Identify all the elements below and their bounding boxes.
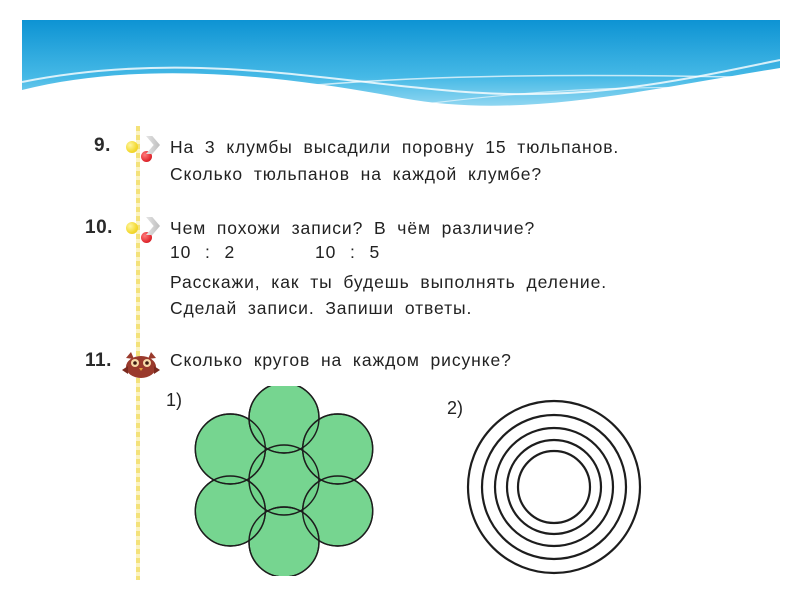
task-number: 11. <box>85 350 112 371</box>
division-expression: 10 : 5 <box>315 242 381 262</box>
concentric-circle <box>518 451 590 523</box>
task-text: Сколько кругов на каждом рисунке? <box>170 350 512 370</box>
concentric-circle <box>507 440 601 534</box>
figure-label: 1) <box>166 390 183 410</box>
yellow-dot-icon <box>126 141 138 153</box>
owl-icon <box>120 350 162 380</box>
task-text: Сделай записи. Запиши ответы. <box>170 298 473 318</box>
yellow-dot-icon <box>126 222 138 234</box>
concentric-circle <box>482 415 626 559</box>
figure-label: 2) <box>447 398 464 418</box>
circles-figure-1 <box>186 386 386 576</box>
task-text: Сколько тюльпанов на каждой клумбе? <box>170 164 543 184</box>
task-text: На 3 клумбы высадили поровну 15 тюльпанов. <box>170 137 620 157</box>
task-number: 9. <box>94 135 111 156</box>
task-text: Чем похожи записи? В чём различие? <box>170 218 536 238</box>
circles-figure-2 <box>459 392 649 582</box>
concentric-circle <box>468 401 640 573</box>
task-number: 10. <box>85 217 113 238</box>
header-banner <box>22 20 780 124</box>
task-text: Расскажи, как ты будешь выполнять деление. <box>170 272 608 292</box>
division-expression: 10 : 2 <box>170 242 236 262</box>
concentric-circle <box>495 428 613 546</box>
